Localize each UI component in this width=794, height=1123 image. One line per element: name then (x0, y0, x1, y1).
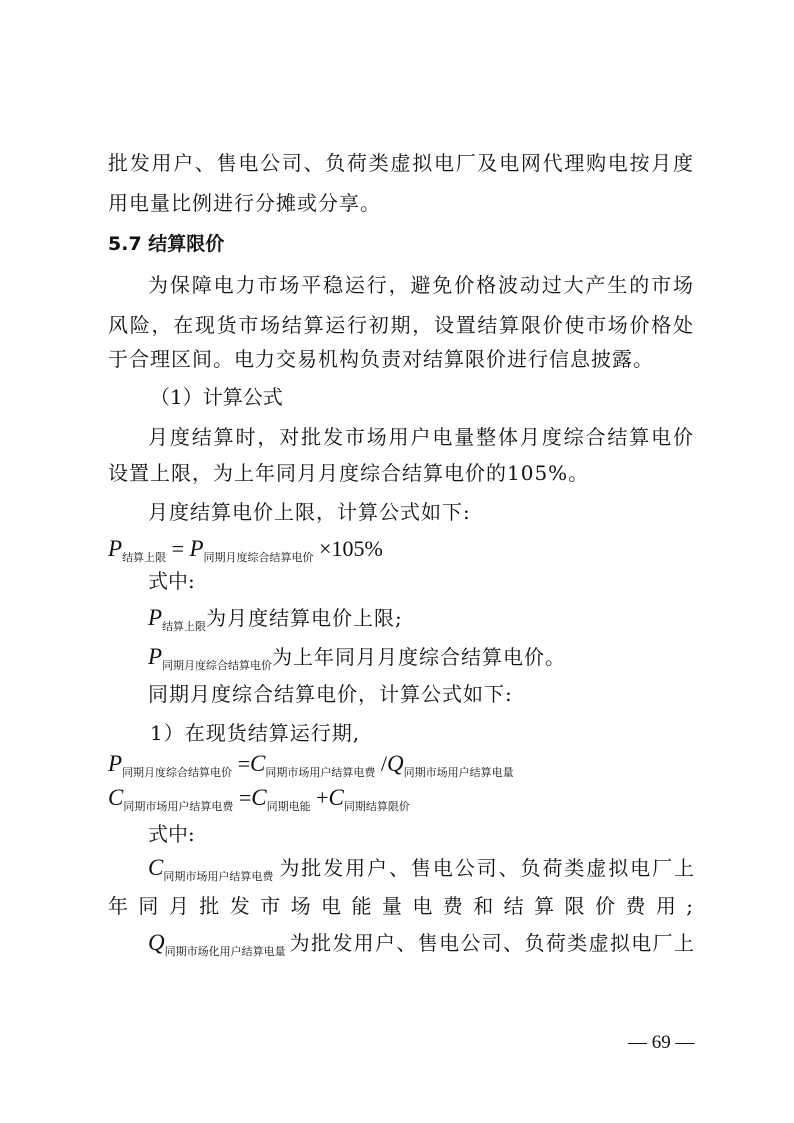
body-text: 式中: (148, 822, 195, 846)
body-text: 设置上限，为上年同月月度综合结算电价的105%。 (108, 461, 590, 485)
definition: $Q_{同期市场化用户结算电量}$ 为批发用户、售电公司、负荷类虚拟电厂上 (148, 930, 694, 958)
body-text: 1）在现货结算运行期, (150, 721, 361, 745)
body-text: 为保障电力市场平稳运行，避免价格波动过大产生的市场 (148, 273, 694, 297)
body-text: 月度结算电价上限，计算公式如下: (148, 500, 471, 524)
body-text: 批发用户、售电公司、负荷类虚拟电厂及电网代理购电按月度 (108, 151, 694, 175)
body-text: 用电量比例进行分摊或分享。 (108, 191, 381, 215)
section-heading: 5.7 结算限价 (108, 233, 225, 255)
definition: $P_{同期月度综合结算电价}$为上年同月月度综合结算电价。 (148, 644, 567, 672)
body-text: 于合理区间。电力交易机构负责对结算限价进行信息披露。 (108, 347, 654, 371)
body-text: 式中: (148, 569, 195, 593)
definition: $P_{结算上限}$为月度结算电价上限; (148, 605, 403, 633)
formula-cap: $P_{结算上限} = P_{同期月度综合结算电价} \times 105\%$ (108, 536, 383, 564)
body-text: 年同月批发市场电能量电费和结算限价费用; (108, 894, 694, 918)
subheading: （1）计算公式 (150, 385, 283, 409)
body-text: 月度结算时，对批发市场用户电量整体月度综合结算电价 (148, 425, 694, 449)
page-number: — 69 — (628, 1032, 695, 1053)
body-text: 同期月度综合结算电价，计算公式如下: (148, 682, 513, 706)
definition: $C_{同期市场用户结算电费}$ 为批发用户、售电公司、负荷类虚拟电厂上 (148, 855, 694, 883)
formula-fee: $C_{同期市场用户结算电费} =C_{同期电能} +C_{同期结算限价}$ (108, 785, 410, 813)
body-text: 风险，在现货市场结算运行初期，设置结算限价使市场价格处 (108, 313, 694, 337)
formula-monthly-price: $P_{同期月度综合结算电价} =C_{同期市场用户结算电费}$ $/Q_{同期市场用户结算电量}$ (108, 751, 514, 779)
